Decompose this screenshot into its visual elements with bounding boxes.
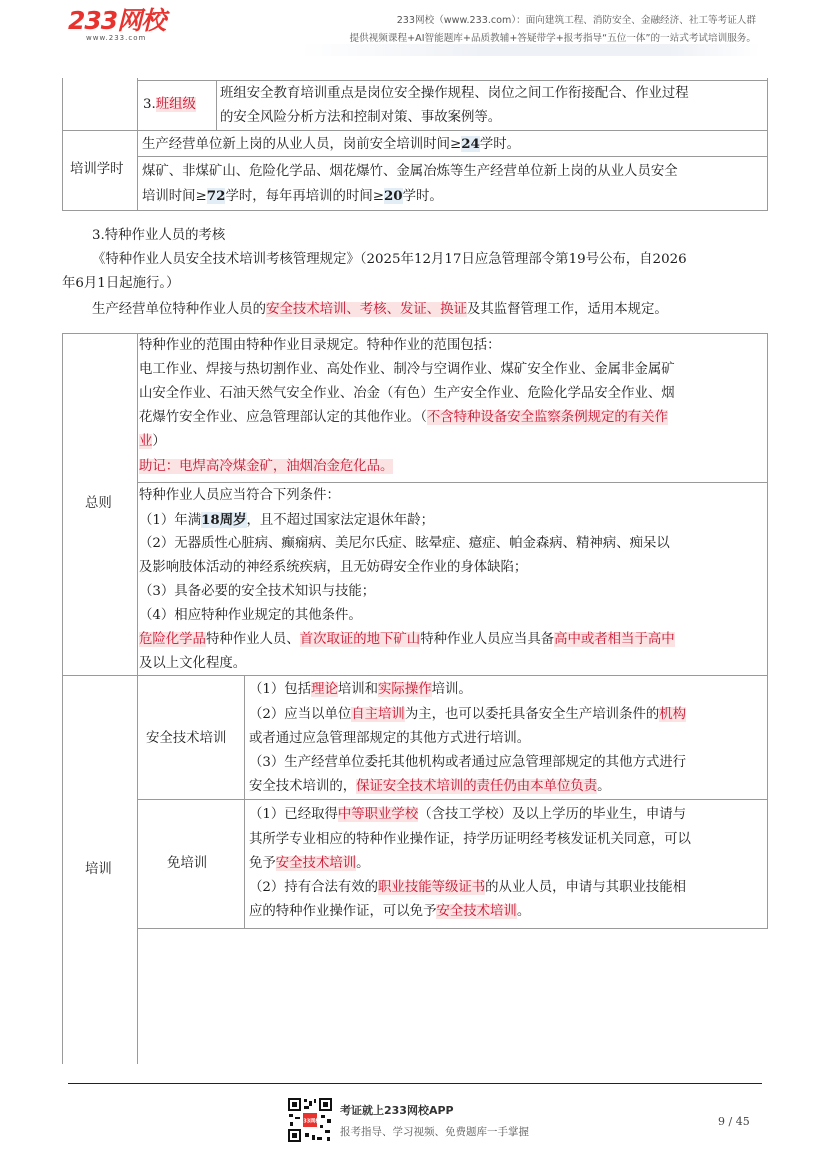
exemption-item-1-line-3: 免予安全技术培训。 — [249, 856, 370, 871]
page-header — [0, 0, 830, 62]
footer-divider — [68, 1083, 762, 1084]
section-heading: 3.特种作业人员的考核 — [92, 228, 226, 243]
table-row-team-level-label — [143, 93, 196, 117]
general-label: 总则 — [85, 496, 112, 511]
exemption-item-2-line-2: 应的特种作业操作证，可以免予安全技术培训。 — [249, 904, 531, 919]
training-label: 培训 — [85, 862, 112, 877]
safety-training-item-1: （1）包括理论培训和实际操作培训。 — [249, 682, 472, 697]
scope-list-line-3: 花爆竹安全作业、应急管理部认定的其他作业。（不含特种设备安全监察条例规定的有关作 — [139, 410, 668, 425]
regulation-line-2: 年6月1日起施行。） — [62, 276, 180, 291]
exemption-label: 免培训 — [167, 856, 208, 871]
training-hours-label: 培训学时 — [70, 162, 124, 177]
scope-statement: 生产经营单位特种作业人员的安全技术培训、考核、发证、换证及其监督管理工作，适用本规定。 — [92, 302, 668, 317]
team-level-desc-line-1: 班组安全教育培训重点是岗位安全操作规程、岗位之间工作衔接配合、作业过程 — [220, 86, 689, 101]
header-line-2: 提供视频课程+AI智能题库+品质教辅+答疑带学+报考指导“五位一体”的一站式考试培训服务。 — [349, 33, 756, 44]
header-tagline — [350, 12, 756, 48]
scope-intro: 特种作业的范围由特种作业目录规定。特种作业的范围包括： — [139, 338, 501, 353]
exemption-item-1-line-1: （1）已经取得中等职业学校（含技工学校）及以上学历的毕业生，申请与 — [249, 807, 687, 822]
condition-4: （4）相应特种作业规定的其他条件。 — [139, 608, 362, 623]
logo-url: www.233.com — [86, 34, 147, 42]
safety-training-label: 安全技术培训 — [146, 731, 227, 746]
hours-special-line-1: 煤矿、非煤矿山、危险化学品、烟花爆竹、金属冶炼等生产经营单位新上岗的从业人员安全 — [142, 164, 678, 179]
scope-list-line-2: 山安全作业、石油天然气安全作业、冶金（有色）生产安全作业、危险化学品安全作业、烟 — [139, 386, 675, 401]
mnemonic-note: 助记：电焊高冷煤金矿，油烟冶金危化品。 — [139, 459, 394, 474]
app-promo-subtitle: 报考指导、学习视频、免费题库一手掌握 — [340, 1126, 529, 1138]
safety-training-item-3-line-2: 安全技术培训的，保证安全技术培训的责任仍由本单位负责。 — [249, 779, 611, 794]
condition-2-line-1: （2）无器质性心脏病、癫痫病、美尼尔氏症、眩晕症、癔症、帕金森病、精神病、痴呆以 — [139, 536, 670, 551]
regulation-line-1: 《特种作业人员安全技术培训考核管理规定》（2025年12月17日应急管理部令第19号公布，自2026 — [92, 252, 687, 267]
logo-text: 233网校 — [68, 6, 166, 35]
hours-general-text: 生产经营单位新上岗的从业人员，岗前安全培训时间≥24学时。 — [142, 136, 521, 152]
condition-2-line-2: 及影响肢体活动的神经系统疾病，且无妨碍安全作业的身体缺陷； — [139, 560, 528, 575]
condition-1: （1）年满18周岁，且不超过国家法定退休年龄； — [139, 512, 434, 528]
scope-list-line-1: 电工作业、焊接与热切割作业、高处作业、制冷与空调作业、煤矿安全作业、金属非金属矿 — [139, 362, 675, 377]
conditions-intro: 特种作业人员应当符合下列条件： — [139, 488, 340, 503]
app-qr-code[interactable] — [287, 1097, 333, 1143]
team-level-label: 班组级 — [155, 97, 196, 112]
safety-training-item-2-line-1: （2）应当以单位自主培训为主，也可以委托具备安全生产培训条件的机构 — [249, 707, 687, 722]
qr-code-icon — [287, 1097, 333, 1143]
safety-training-item-3-line-1: （3）生产经营单位委托其他机构或者通过应急管理部规定的其他方式进行 — [249, 755, 687, 770]
hours-special-line-2: 培训时间≥72学时，每年再培训的时间≥20学时。 — [142, 188, 443, 204]
exemption-item-1-line-2: 其所学专业相应的特种作业操作证，持学历证明经考核发证机关同意，可以 — [249, 832, 691, 847]
education-requirement-line-2: 及以上文化程度。 — [139, 656, 247, 671]
condition-3: （3）具备必要的安全技术知识与技能； — [139, 584, 376, 599]
item-number: 3. — [143, 97, 156, 112]
scope-list-line-4: 业） — [139, 434, 166, 449]
safety-training-item-2-line-2: 或者通过应急管理部规定的其他方式进行培训。 — [249, 731, 531, 746]
qr-brand-badge: 233网校 — [299, 1118, 321, 1125]
page-number: 9 / 45 — [718, 1115, 750, 1128]
exemption-item-2-line-1: （2）持有合法有效的职业技能等级证书的从业人员，申请与其职业技能相 — [249, 880, 687, 895]
brand-logo[interactable] — [68, 8, 165, 42]
header-line-1: 233网校（www.233.com）：面向建筑工程、消防安全、金融经济、社工等考证人群 — [396, 15, 756, 26]
education-requirement-line-1: 危险化学品特种作业人员、首次取证的地下矿山特种作业人员应当具备高中或者相当于高中 — [139, 632, 675, 647]
team-level-desc-line-2: 的安全风险分析方法和控制对策、事故案例等。 — [220, 110, 502, 125]
app-promo-title: 考证就上233网校APP — [340, 1104, 454, 1117]
